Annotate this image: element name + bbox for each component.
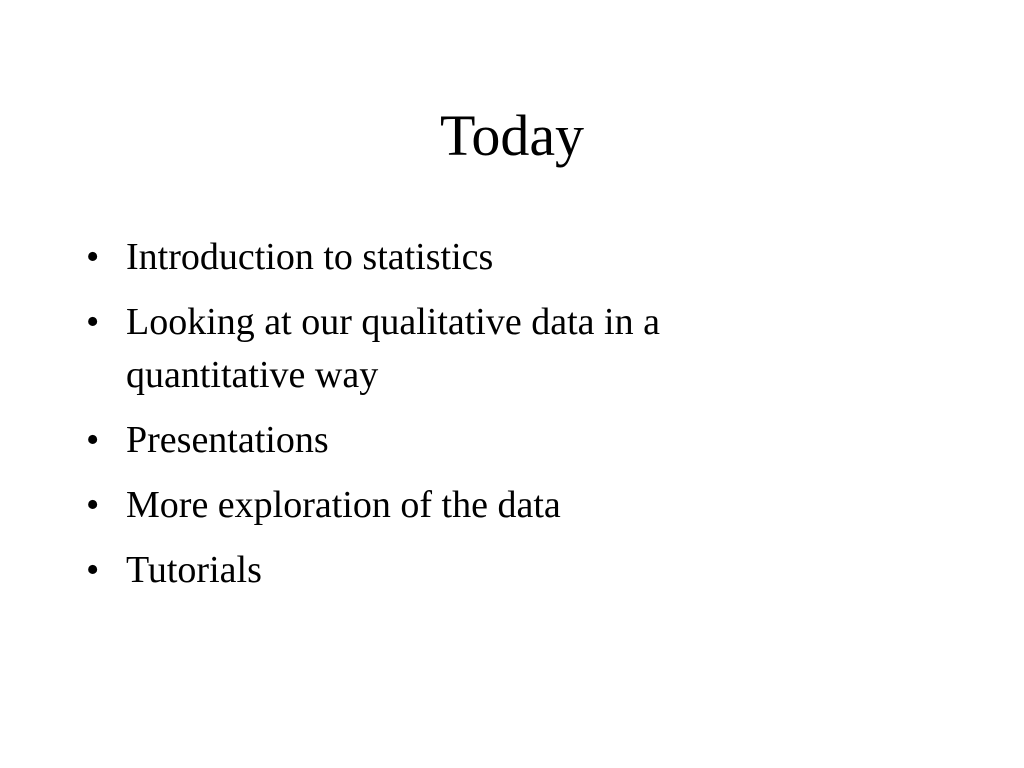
slide-title: Today [439,103,585,168]
bullet-text: Presentations [126,419,329,461]
bullet-marker: • [86,484,100,526]
bullet-item [0,414,806,467]
bullet-text: Tutorials [126,549,262,591]
bullet-text: Introduction to statistics [126,236,494,278]
bullet-marker: • [86,419,100,461]
bullet-item [0,296,806,402]
bullet-marker: • [86,301,100,343]
bullet-marker: • [86,236,100,278]
bullet-item [0,544,806,597]
bullet-item [0,479,806,532]
bullet-marker: • [86,549,100,591]
bullet-text: Looking at our qualitative data in a quantitative way [126,301,660,396]
bullet-item [0,231,806,284]
bullet-list [0,231,806,609]
bullet-text: More exploration of the data [126,484,561,526]
